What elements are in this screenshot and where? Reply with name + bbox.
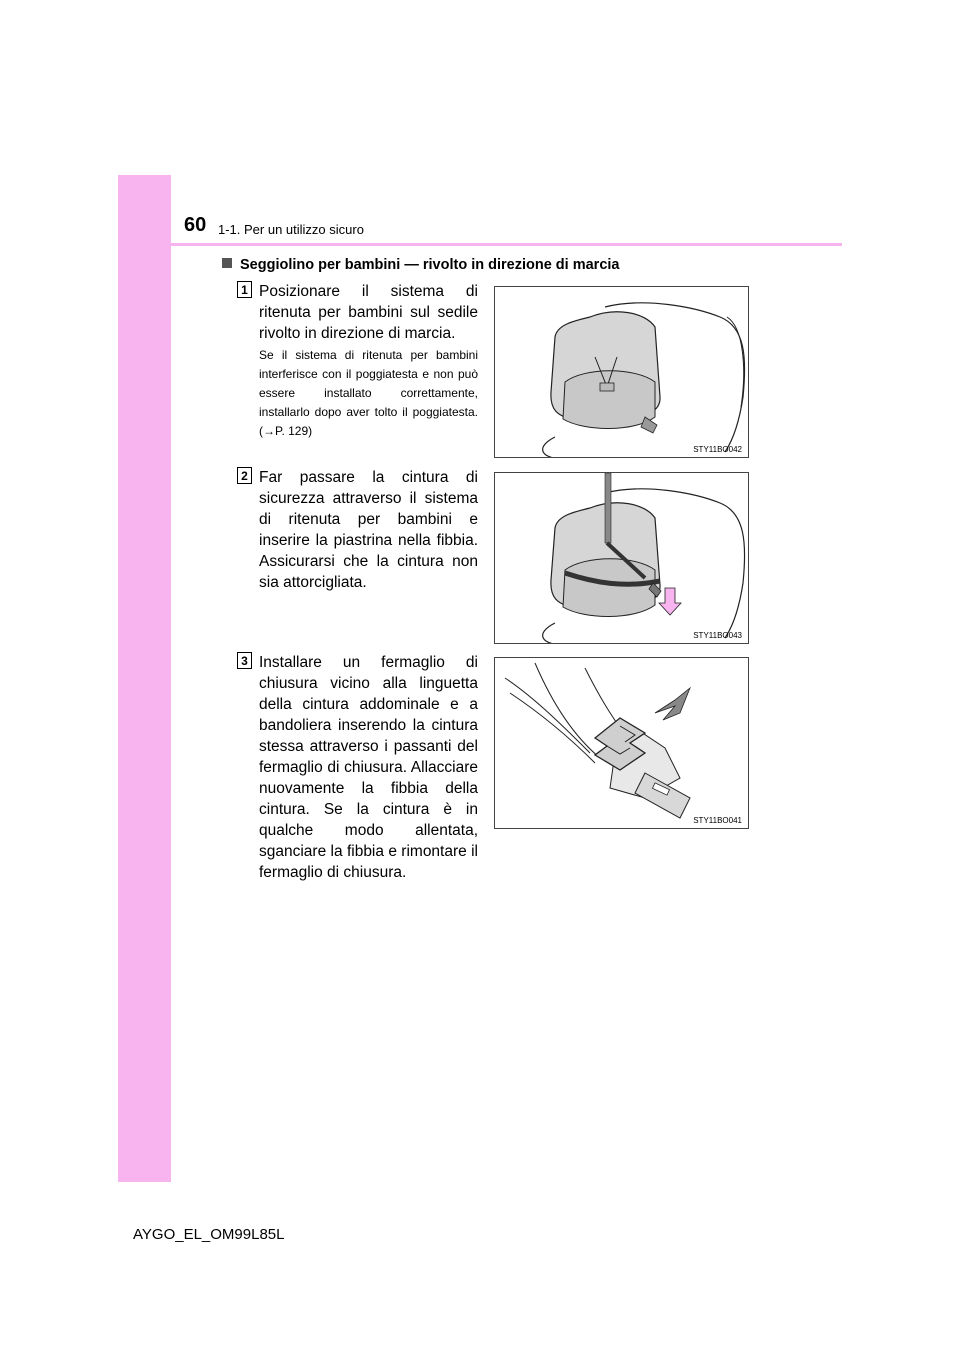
header-rule	[118, 243, 842, 246]
locking-clip-illustration	[495, 658, 749, 829]
step-2-badge: 2	[237, 467, 252, 484]
footer-document-code: AYGO_EL_OM99L85L	[133, 1226, 285, 1243]
figure-child-seat-placement	[494, 286, 749, 458]
step-1-note: Se il sistema di ritenuta per bambini interferisce con il poggiatesta e non può essere installato correttamente, installarlo dopo aver tolto il poggiatesta. (→P. 129)	[259, 348, 478, 438]
step-1-text: Posizionare il sistema di ritenuta per bambini sul sedile rivolto in direzione di marcia.	[259, 283, 478, 342]
belt-routing-illustration	[495, 473, 749, 644]
subheading-text: Seggiolino per bambini — rivolto in direzione di marcia	[240, 257, 620, 273]
step-1-badge: 1	[237, 281, 252, 298]
section-title: 1-1. Per un utilizzo sicuro	[218, 222, 364, 237]
figure-code: STY11BO041	[693, 816, 742, 825]
figure-locking-clip	[494, 657, 749, 829]
side-tab-band	[118, 175, 171, 1182]
page-number: 60	[184, 214, 207, 236]
step-2-text: Far passare la cintura di sicurezza attraverso il sistema di ritenuta per bambini e inserire la piastrina nella fibbia. Assicurarsi che la cintura non sia attorcigliata.	[259, 469, 478, 591]
step-3-text: Installare un fermaglio di chiusura vicino alla linguetta della cintura addominale e a bandoliera inserendo la cintura stessa attraverso i passanti del fermaglio di chiusura. Allacciare nuovamente la fibbia della cintura. Se la cintura è in qualche modo allentata, sganciare la fibbia e rimontare il fermaglio di chiusura.	[259, 654, 478, 881]
figure-code: STY11BO042	[693, 445, 742, 454]
square-bullet-icon	[222, 258, 232, 268]
figure-seat-belt-routing	[494, 472, 749, 644]
child-seat-illustration	[495, 287, 749, 458]
subheading	[222, 257, 619, 273]
figure-code: STY11BO043	[693, 631, 742, 640]
step-3-badge: 3	[237, 652, 252, 669]
